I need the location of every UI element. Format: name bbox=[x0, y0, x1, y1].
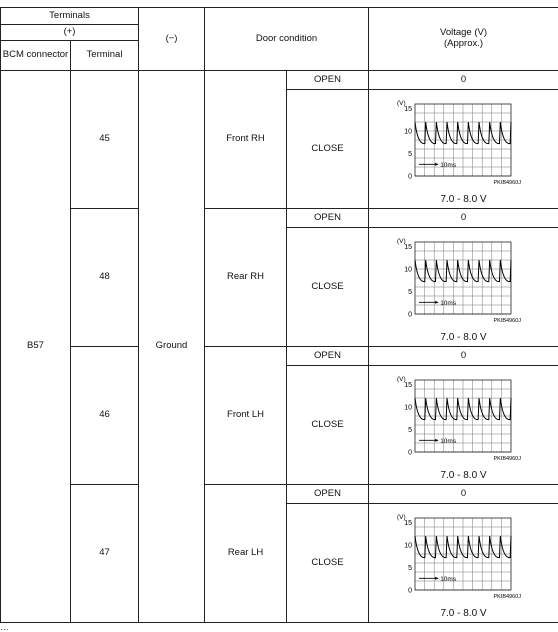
open-label: OPEN bbox=[287, 209, 369, 228]
wave-y-tick: 0 bbox=[408, 588, 412, 595]
terminal-value: 48 bbox=[71, 209, 139, 347]
open-voltage: 0 bbox=[369, 485, 558, 504]
door-open-row bbox=[1, 209, 558, 228]
terminal-value: 45 bbox=[71, 71, 139, 209]
terminals-header: Terminals bbox=[1, 8, 139, 25]
wave-time-label: 10ms bbox=[440, 576, 457, 583]
terminal-header: Terminal bbox=[71, 41, 139, 71]
wave-y-tick: 10 bbox=[404, 543, 412, 550]
waveform-chart bbox=[393, 510, 523, 598]
wave-y-tick: 15 bbox=[404, 244, 412, 251]
wave-y-tick: 5 bbox=[408, 151, 412, 158]
wave-time-label: 10ms bbox=[440, 162, 457, 169]
wave-figure-code: PKIB4960J bbox=[493, 594, 521, 598]
open-label: OPEN bbox=[287, 485, 369, 504]
wave-time-label: 10ms bbox=[440, 438, 457, 445]
waveform-chart bbox=[393, 234, 523, 322]
open-voltage: 0 bbox=[369, 209, 558, 228]
open-voltage: 0 bbox=[369, 347, 558, 366]
close-voltage-cell bbox=[369, 90, 558, 209]
open-voltage: 0 bbox=[369, 71, 558, 90]
wave-unit-label: (V) bbox=[397, 514, 406, 521]
wave-y-tick: 0 bbox=[408, 312, 412, 319]
close-voltage: 7.0 - 8.0 V bbox=[369, 194, 558, 206]
wave-y-tick: 10 bbox=[404, 129, 412, 136]
plus-header: (+) bbox=[1, 25, 139, 41]
wave-y-tick: 0 bbox=[408, 174, 412, 181]
waveform-chart bbox=[393, 372, 523, 460]
minus-header: (−) bbox=[139, 8, 205, 71]
wave-y-tick: 0 bbox=[408, 450, 412, 457]
door-open-row bbox=[1, 71, 558, 90]
close-voltage: 7.0 - 8.0 V bbox=[369, 608, 558, 620]
wave-unit-label: (V) bbox=[397, 238, 406, 245]
door-position: Front RH bbox=[205, 71, 287, 209]
voltage-header-line1: Voltage (V) bbox=[369, 28, 558, 39]
wave-y-tick: 15 bbox=[404, 382, 412, 389]
wave-time-label: 10ms bbox=[440, 300, 457, 307]
close-voltage: 7.0 - 8.0 V bbox=[369, 332, 558, 344]
door-position: Rear RH bbox=[205, 209, 287, 347]
wave-y-tick: 15 bbox=[404, 106, 412, 113]
close-label: CLOSE bbox=[287, 90, 369, 209]
bcm-connector-value: B57 bbox=[1, 71, 71, 623]
wave-figure-code: PKIB4960J bbox=[493, 180, 521, 184]
open-label: OPEN bbox=[287, 71, 369, 90]
voltage-header-line2: (Approx.) bbox=[369, 39, 558, 50]
wave-y-tick: 5 bbox=[408, 427, 412, 434]
close-label: CLOSE bbox=[287, 366, 369, 485]
terminal-value: 46 bbox=[71, 347, 139, 485]
wave-y-tick: 5 bbox=[408, 289, 412, 296]
wave-y-tick: 10 bbox=[404, 405, 412, 412]
door-position: Rear LH bbox=[205, 485, 287, 623]
terminal-voltage-table bbox=[0, 7, 558, 623]
close-voltage-cell bbox=[369, 504, 558, 623]
voltage-header bbox=[369, 8, 558, 71]
door-position: Front LH bbox=[205, 347, 287, 485]
wave-y-tick: 5 bbox=[408, 565, 412, 572]
close-voltage-cell bbox=[369, 366, 558, 485]
door-condition-header: Door condition bbox=[205, 8, 369, 71]
wave-unit-label: (V) bbox=[397, 376, 406, 383]
wave-y-tick: 10 bbox=[404, 267, 412, 274]
close-voltage: 7.0 - 8.0 V bbox=[369, 470, 558, 482]
close-label: CLOSE bbox=[287, 504, 369, 623]
bcm-connector-header: BCM connector bbox=[1, 41, 71, 71]
wave-figure-code: PKIB4960J bbox=[493, 318, 521, 322]
door-open-row bbox=[1, 485, 558, 504]
close-label: CLOSE bbox=[287, 228, 369, 347]
wave-y-tick: 15 bbox=[404, 520, 412, 527]
open-label: OPEN bbox=[287, 347, 369, 366]
wave-unit-label: (V) bbox=[397, 100, 406, 107]
waveform-chart bbox=[393, 96, 523, 184]
close-voltage-cell bbox=[369, 228, 558, 347]
footnote: … bbox=[0, 622, 9, 632]
wave-figure-code: PKIB4960J bbox=[493, 456, 521, 460]
ground-value: Ground bbox=[139, 71, 205, 623]
terminal-value: 47 bbox=[71, 485, 139, 623]
door-open-row bbox=[1, 347, 558, 366]
